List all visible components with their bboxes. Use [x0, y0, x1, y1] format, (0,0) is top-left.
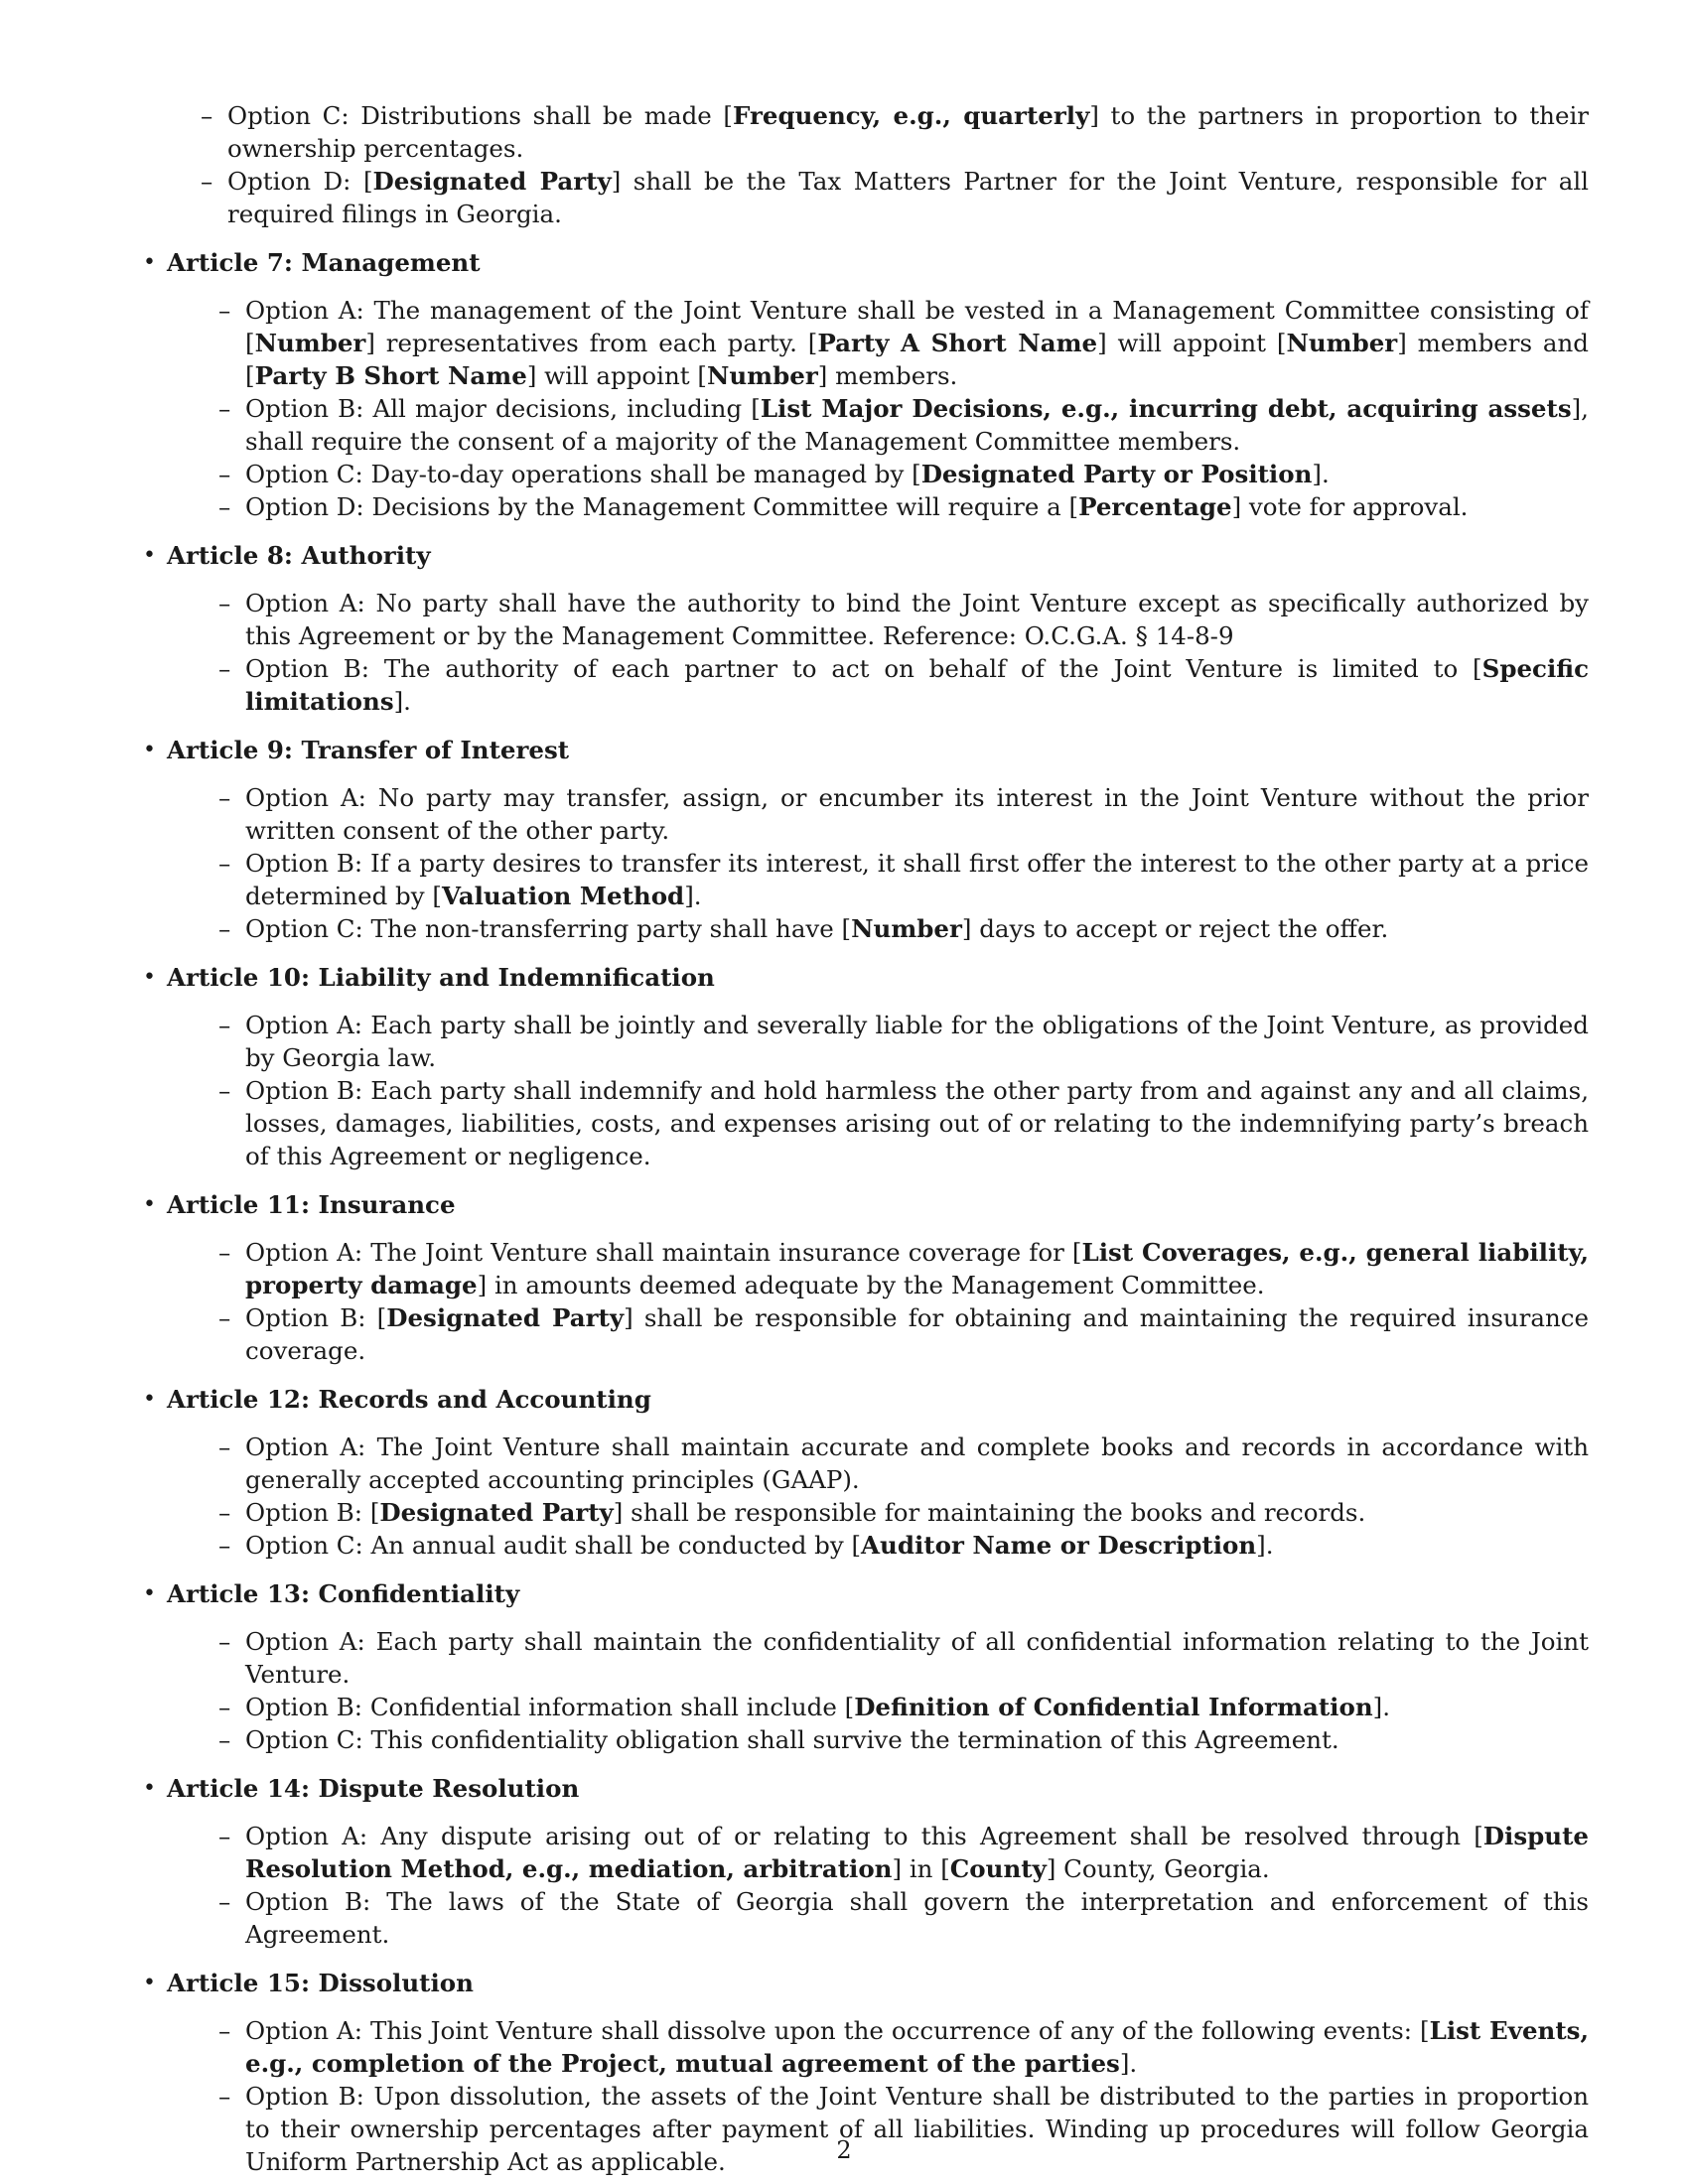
option-item: [149, 1074, 1589, 1172]
clause-text: Option C: Distributions shall be made [: [227, 101, 733, 130]
option-item: [149, 1625, 1589, 1691]
placeholder-field: Auditor Name or Description: [861, 1531, 1257, 1560]
placeholder-field: Designated Party: [372, 167, 612, 196]
lead-options-list: [149, 99, 1589, 230]
placeholder-field: List Coverages, e.g., general liability, property damage: [245, 1238, 1590, 1299]
placeholder-field: Number: [254, 329, 366, 357]
clause-text: Option B: The laws of the State of Georgia shall govern the interpretation and enforcement of this Agreement.: [245, 1887, 1589, 1949]
clause-text: Option C: This confidentiality obligation shall survive the termination of this Agreement.: [245, 1725, 1339, 1754]
clause-text: Option A: This Joint Venture shall dissolve upon the occurrence of any of the following events: [: [245, 2016, 1430, 2045]
clause-text: ] shall be responsible for obtaining and maintaining the required insurance coverage.: [245, 1303, 1589, 1365]
placeholder-field: Frequency, e.g., quarterly: [733, 101, 1090, 130]
article-title: Article 13: Confidentiality: [167, 1579, 520, 1608]
clause-text: ] members and [: [245, 329, 1589, 390]
options-list: [167, 294, 1589, 523]
article-title: Article 11: Insurance: [167, 1190, 456, 1219]
bullet-icon: •: [143, 738, 156, 762]
option-item: [149, 1009, 1589, 1074]
clause-text: Option B: Each party shall indemnify and hold harmless the other party from and against any and all claims, losses, damages, liabilities, costs, and expenses arising out of or relating to the indemnifying party’s breach of this Agreement or negligence.: [245, 1076, 1589, 1170]
clause-text: ].: [684, 882, 702, 910]
options-list: [167, 1820, 1589, 1951]
placeholder-field: List Major Decisions, e.g., incurring debt, acquiring assets: [760, 394, 1572, 423]
placeholder-field: County: [949, 1854, 1047, 1883]
clause-text: ] in [: [892, 1854, 950, 1883]
article-item: [143, 961, 1589, 1172]
clause-text: Option B: All major decisions, including [: [245, 394, 761, 423]
option-item: [149, 1820, 1589, 1885]
option-item: [149, 1236, 1589, 1301]
option-item: [149, 781, 1589, 847]
article-title: Article 9: Transfer of Interest: [167, 736, 570, 764]
bullet-icon: •: [143, 543, 156, 568]
placeholder-field: Designated Party: [386, 1303, 625, 1332]
clause-text: Option A: The management of the Joint Venture shall be vested in a Management Committee consisting of [: [245, 296, 1589, 357]
article-title: Article 8: Authority: [167, 541, 431, 570]
article-title: Article 12: Records and Accounting: [167, 1385, 651, 1414]
clause-text: ] will appoint [: [526, 361, 707, 390]
clause-text: ], shall require the consent of a majority of the Management Committee members.: [245, 394, 1589, 456]
clause-text: ] in amounts deemed adequate by the Management Committee.: [477, 1271, 1265, 1299]
option-item: [149, 392, 1589, 458]
clause-text: ] to the partners in proportion to their ownership percentages.: [227, 101, 1589, 163]
clause-text: Option C: An annual audit shall be conducted by [: [245, 1531, 862, 1560]
clause-text: ] members.: [817, 361, 958, 390]
clause-text: Option D: [: [227, 167, 373, 196]
article-title: Article 14: Dispute Resolution: [167, 1774, 580, 1803]
bullet-icon: •: [143, 250, 156, 275]
option-item: [149, 294, 1589, 392]
placeholder-field: Number: [706, 361, 818, 390]
placeholder-field: Number: [1286, 329, 1398, 357]
clause-text: ].: [1119, 2049, 1138, 2078]
clause-text: Option B: [: [245, 1498, 380, 1527]
option-item: [149, 458, 1589, 490]
clause-text: Option C: Day-to-day operations shall be managed by [: [245, 460, 921, 488]
clause-text: ] shall be responsible for maintaining the books and records.: [613, 1498, 1366, 1527]
option-item: [149, 1431, 1589, 1496]
options-list: [167, 587, 1589, 718]
article-title: Article 7: Management: [167, 248, 481, 277]
placeholder-field: Dispute Resolution Method, e.g., mediation, arbitration: [245, 1822, 1589, 1883]
bullet-icon: •: [143, 1581, 156, 1606]
clause-text: ].: [1372, 1693, 1391, 1721]
article-title: Article 15: Dissolution: [167, 1969, 474, 1997]
clause-text: Option C: The non-transferring party shall have [: [245, 914, 852, 943]
placeholder-field: List Events, e.g., completion of the Project, mutual agreement of the parties: [245, 2016, 1589, 2078]
clause-text: ].: [393, 687, 411, 716]
clause-text: Option A: No party shall have the authority to bind the Joint Venture except as specifically authorized by this Agreement or by the Management Committee. Reference: O.C.G.A. § 14-8-9: [245, 589, 1589, 650]
options-list: [167, 1431, 1589, 1562]
clause-text: Option B: Upon dissolution, the assets of the Joint Venture shall be distributed to the parties in proportion to their ownership percentages after payment of all liabilities. Winding up procedures will follow Georgia Uniform Partnership Act as applicable.: [245, 2082, 1589, 2176]
bullet-icon: •: [143, 1192, 156, 1217]
option-item: [149, 587, 1589, 652]
option-item: [149, 652, 1589, 718]
article-item: [143, 1577, 1589, 1756]
option-item: [149, 490, 1589, 523]
bullet-icon: •: [143, 1776, 156, 1801]
placeholder-field: Designated Party or Position: [920, 460, 1313, 488]
options-list: [167, 1625, 1589, 1756]
clause-text: Option A: The Joint Venture shall maintain insurance coverage for [: [245, 1238, 1082, 1267]
bullet-icon: •: [143, 1387, 156, 1412]
option-item: [149, 1529, 1589, 1562]
clause-text: Option A: Each party shall maintain the confidentiality of all confidential information relating to the Joint Venture.: [245, 1627, 1589, 1689]
option-item: [149, 1691, 1589, 1723]
option-item: [149, 99, 1589, 165]
clause-text: Option A: Each party shall be jointly and severally liable for the obligations of the Joint Venture, as provided by Georgia law.: [245, 1011, 1589, 1072]
clause-text: Option A: No party may transfer, assign, or encumber its interest in the Joint Venture without the prior written consent of the other party.: [245, 783, 1589, 845]
option-item: [149, 847, 1589, 912]
article-item: [143, 1772, 1589, 1951]
placeholder-field: Definition of Confidential Information: [854, 1693, 1373, 1721]
clause-text: Option A: The Joint Venture shall maintain accurate and complete books and records in accordance with generally accepted accounting principles (GAAP).: [245, 1433, 1589, 1494]
option-item: [149, 1496, 1589, 1529]
placeholder-field: Designated Party: [379, 1498, 614, 1527]
placeholder-field: Percentage: [1078, 492, 1232, 521]
bullet-icon: •: [143, 965, 156, 990]
clause-text: ] County, Georgia.: [1046, 1854, 1270, 1883]
articles-list: [143, 246, 1590, 2178]
clause-text: Option B: The authority of each partner to act on behalf of the Joint Venture is limited to [: [245, 654, 1482, 683]
option-item: [149, 912, 1589, 945]
option-item: [149, 1301, 1589, 1367]
option-item: [149, 1885, 1589, 1951]
clause-text: ] will appoint [: [1097, 329, 1287, 357]
placeholder-field: Number: [851, 914, 962, 943]
placeholder-field: Party A Short Name: [817, 329, 1098, 357]
article-item: [143, 539, 1589, 718]
options-list: [167, 1009, 1589, 1172]
option-item: [149, 1723, 1589, 1756]
clause-text: ] vote for approval.: [1231, 492, 1469, 521]
article-item: [143, 1383, 1589, 1562]
placeholder-field: Party B Short Name: [254, 361, 527, 390]
clause-text: ] days to accept or reject the offer.: [961, 914, 1389, 943]
article-item: [143, 1188, 1590, 1367]
clause-text: ].: [1256, 1531, 1274, 1560]
clause-text: ].: [1312, 460, 1330, 488]
clause-text: Option B: [: [245, 1303, 387, 1332]
options-list: [167, 781, 1589, 945]
bullet-icon: •: [143, 1971, 156, 1995]
page-number: 2: [836, 2136, 852, 2164]
option-item: [149, 165, 1589, 230]
clause-text: Option D: Decisions by the Management Committee will require a [: [245, 492, 1079, 521]
placeholder-field: Specific limitations: [245, 654, 1589, 716]
article-item: [143, 734, 1589, 945]
placeholder-field: Valuation Method: [441, 882, 685, 910]
article-title: Article 10: Liability and Indemnification: [167, 963, 715, 992]
clause-text: Option B: If a party desires to transfer its interest, it shall first offer the interest to the other party at a price determined by [: [245, 849, 1589, 910]
clause-text: ] shall be the Tax Matters Partner for the Joint Venture, responsible for all required filings in Georgia.: [227, 167, 1589, 228]
options-list: [167, 1236, 1589, 1367]
clause-text: Option A: Any dispute arising out of or relating to this Agreement shall be resolved through [: [245, 1822, 1483, 1850]
option-item: [149, 2014, 1589, 2080]
clause-text: Option B: Confidential information shall include [: [245, 1693, 855, 1721]
clause-text: ] representatives from each party. [: [365, 329, 818, 357]
article-item: [143, 246, 1589, 523]
